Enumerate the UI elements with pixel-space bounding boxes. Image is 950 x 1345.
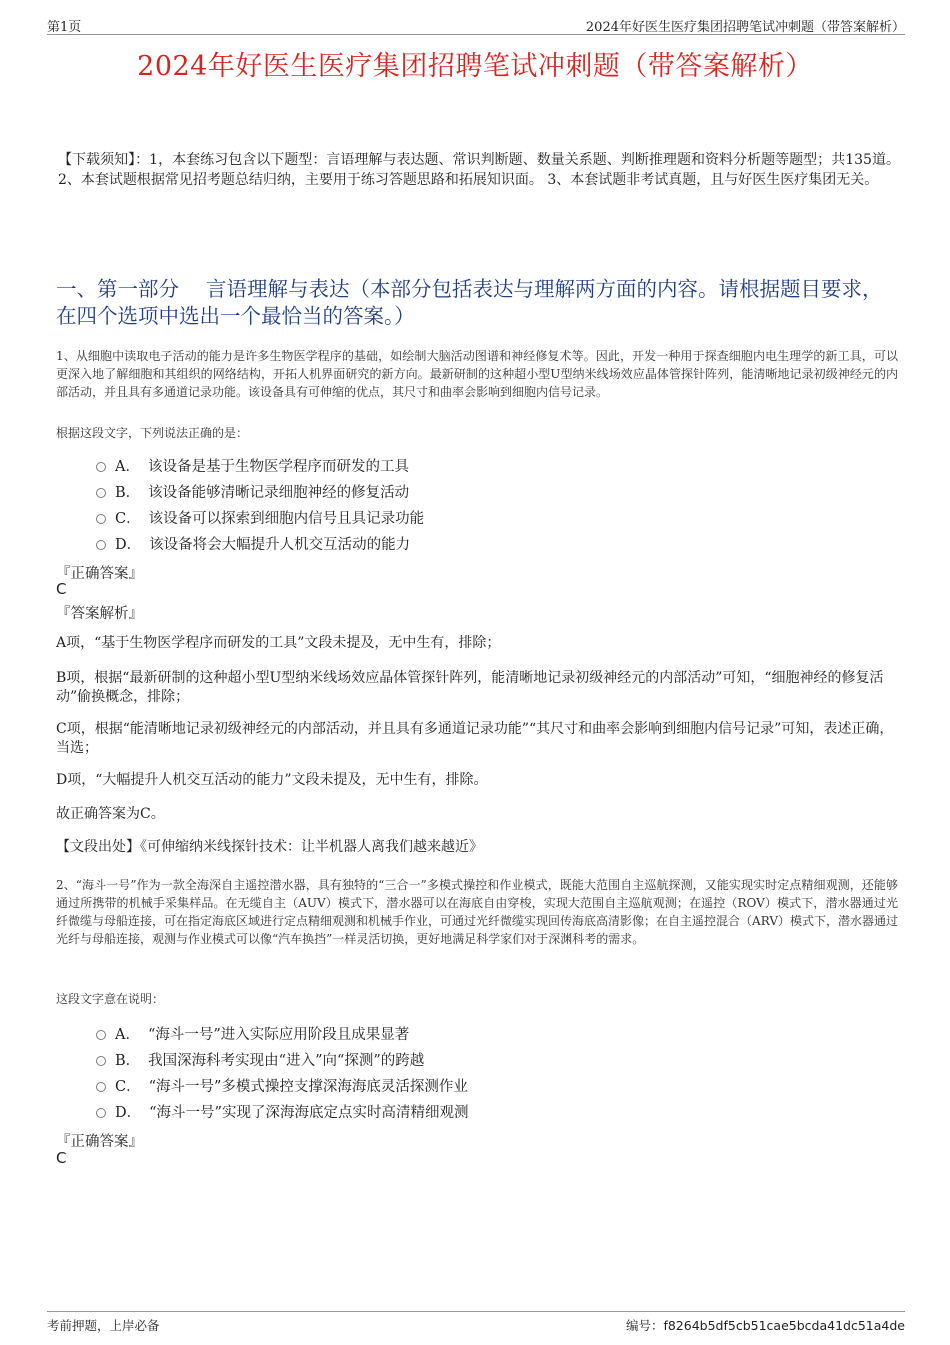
question-2-answer-label: 『正确答案』: [56, 1134, 143, 1150]
question-1-option-b[interactable]: B． 该设备能够清晰记录细胞神经的修复活动: [96, 478, 424, 504]
question-2-option-a[interactable]: A． “海斗一号”进入实际应用阶段且成果显著: [96, 1020, 468, 1046]
question-1-conclusion: 故正确答案为C。: [56, 806, 165, 822]
question-1-option-d[interactable]: D． 该设备将会大幅提升人机交互活动的能力: [96, 530, 424, 556]
radio-icon[interactable]: [96, 1056, 106, 1066]
question-1-answer-label: 『正确答案』: [56, 566, 143, 582]
radio-icon[interactable]: [96, 1030, 106, 1040]
question-2-prompt: 这段文字意在说明：: [56, 992, 165, 1006]
question-1-analysis-a: A项，“基于生物医学程序而研发的工具”文段未提及，无中生有，排除；: [56, 635, 501, 651]
radio-icon[interactable]: [96, 1108, 106, 1118]
footer-slogan: 考前押题，上岸必备: [47, 1318, 160, 1333]
footer-code: 编号：f8264b5df5cb51cae5bcda41dc51a4de: [625, 1318, 905, 1333]
question-1-option-c[interactable]: C． 该设备可以探索到细胞内信号且具记录功能: [96, 504, 424, 530]
question-2-passage: 2、“海斗一号”作为一款全海深自主遥控潜水器，具有独特的“三合一”多模式操控和作业模式，既能大范围自主巡航探测，又能实现实时定点精细观测，还能够通过所携带的机械手采集样品。在无缆自主（AUV）模式下，潜水器可以在海底自由穿梭，实现大范围自主巡航观测；在遥控（ROV）模式下，潜水器通过光纤微缆与母船连接，可在指定海底区域进行定点精细观测和机械手作业，可通过光纤微缆实现回传海底高清影像；在自主遥控混合（ARV）模式下，潜水器通过光纤与母船连接，观测与作业模式可以像“汽车换挡”一样灵活切换，更好地满足科学家们对于深渊科考的需求。: [56, 878, 898, 946]
question-1-analysis-c: C项，根据“能清晰地记录初级神经元的内部活动，并且具有多通道记录功能”“其尺寸和曲率会影响到细胞内信号记录”可知，表述正确，当选；: [56, 721, 894, 756]
question-1-analysis-label: 『答案解析』: [56, 606, 143, 622]
question-2-options: [96, 1020, 468, 1124]
page-number: 第1页: [47, 20, 82, 35]
radio-icon[interactable]: [96, 514, 106, 524]
question-1-option-a[interactable]: A． 该设备是基于生物医学程序而研发的工具: [96, 452, 424, 478]
question-1-prompt: 根据这段文字，下列说法正确的是：: [56, 426, 249, 440]
download-notice: 【下载须知】：1，本套练习包含以下题型：言语理解与表达题、常识判断题、数量关系题、判断推理题和资料分析题等题型；共135道。 2、本套试题根据常见招考题总结归纳，主要用于练习答题思路和拓展知识面。 3、本套试题非考试真题，且与好医生医疗集团无关。: [58, 152, 900, 188]
question-2-answer: C: [56, 1149, 67, 1167]
radio-icon[interactable]: [96, 462, 106, 472]
radio-icon[interactable]: [96, 1082, 106, 1092]
page-footer: [47, 1311, 905, 1336]
section-heading: 一、第一部分 言语理解与表达（本部分包括表达与理解两方面的内容。请根据题目要求，在四个选项中选出一个最恰当的答案。）: [56, 277, 883, 328]
page-header: [47, 14, 905, 35]
question-1-options: [96, 452, 424, 556]
question-1-answer: C: [56, 580, 67, 598]
document-title: 2024年好医生医疗集团招聘笔试冲刺题（带答案解析）: [137, 51, 813, 82]
radio-icon[interactable]: [96, 540, 106, 550]
question-1-analysis-d: D项，“大幅提升人机交互活动的能力”文段未提及，无中生有，排除。: [56, 772, 488, 788]
header-doc-title: 2024年好医生医疗集团招聘笔试冲刺题（带答案解析）: [585, 20, 905, 35]
question-1-analysis-b: B项，根据“最新研制的这种超小型U型纳米线场效应晶体管探针阵列，能清晰地记录初级神经元的内部活动”可知，“细胞神经的修复活动”偷换概念，排除；: [56, 670, 884, 705]
question-2-option-d[interactable]: D． “海斗一号”实现了深海海底定点实时高清精细观测: [96, 1098, 468, 1124]
question-1-source: 【文段出处】《可伸缩纳米线探针技术：让半机器人离我们越来越近》: [56, 839, 483, 855]
question-1-passage: 1、从细胞中读取电子活动的能力是许多生物医学程序的基础，如绘制大脑活动图谱和神经修复术等。因此，开发一种用于探查细胞内电生理学的新工具，可以更深入地了解细胞和其组织的网络结构，开拓人机界面研究的新方向。最新研制的这种超小型U型纳米线场效应晶体管探针阵列，能清晰地记录初级神经元的内部活动，并且具有多通道记录功能。该设备具有可伸缩的优点，其尺寸和曲率会影响到细胞内信号记录。: [56, 349, 898, 399]
question-2-option-c[interactable]: C． “海斗一号”多模式操控支撑深海海底灵活探测作业: [96, 1072, 468, 1098]
question-2-option-b[interactable]: B． 我国深海科考实现由“进入”向“探测”的跨越: [96, 1046, 468, 1072]
radio-icon[interactable]: [96, 488, 106, 498]
